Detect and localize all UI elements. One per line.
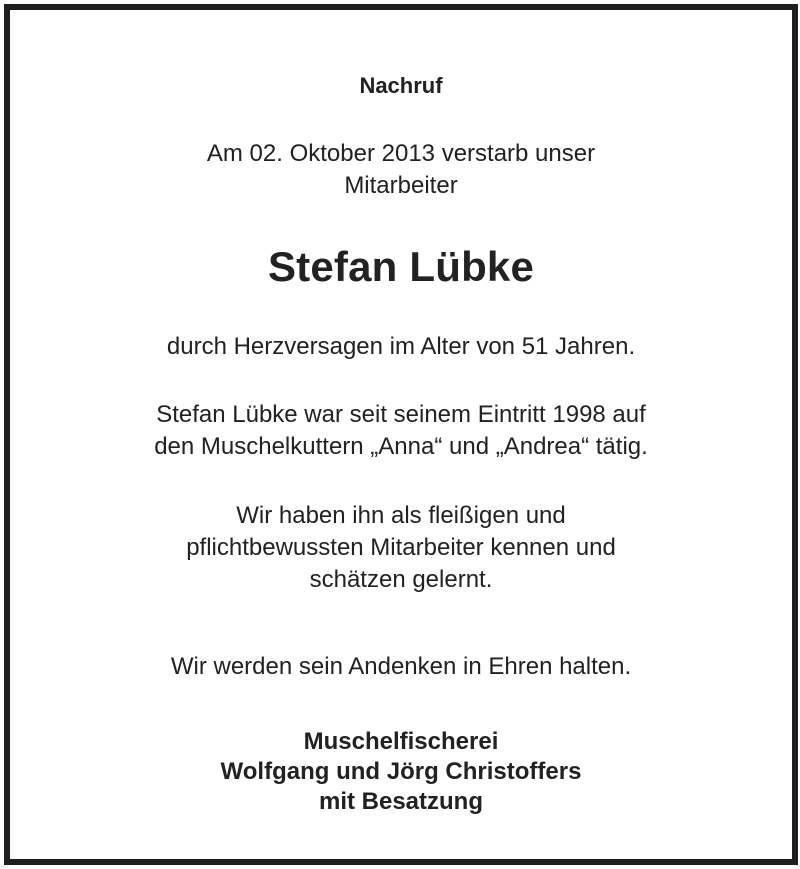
memorial-sentence: Wir werden sein Andenken in Ehren halten. bbox=[170, 653, 632, 680]
cause-of-death: durch Herzversagen im Alter von 51 Jahren. bbox=[166, 333, 636, 360]
crew-line: mit Besatzung bbox=[318, 788, 483, 815]
owners-name: Wolfgang und Jörg Christoffers bbox=[220, 758, 582, 785]
service-line-1: Stefan Lübke war seit seinem Eintritt 1998 auf bbox=[156, 401, 646, 428]
tribute-line-3: schätzen gelernt. bbox=[309, 566, 493, 593]
intro-line-2: Mitarbeiter bbox=[344, 172, 458, 199]
service-line-2: den Muschelkuttern „Anna“ und „Andrea“ tätig. bbox=[154, 433, 648, 460]
tribute-line-1: Wir haben ihn als fleißigen und bbox=[236, 502, 566, 529]
notice-heading: Nachruf bbox=[359, 73, 443, 98]
service-history bbox=[10, 399, 792, 463]
deceased-name: Stefan Lübke bbox=[267, 243, 535, 290]
tribute-line-2: pflichtbewussten Mitarbeiter kennen und bbox=[186, 534, 616, 561]
company-name: Muschelfischerei bbox=[303, 728, 499, 755]
intro-text bbox=[10, 138, 792, 202]
intro-line-1: Am 02. Oktober 2013 verstarb unser bbox=[206, 140, 596, 167]
signature-block bbox=[10, 727, 792, 817]
tribute-text bbox=[10, 500, 792, 596]
obituary-notice bbox=[4, 4, 798, 865]
